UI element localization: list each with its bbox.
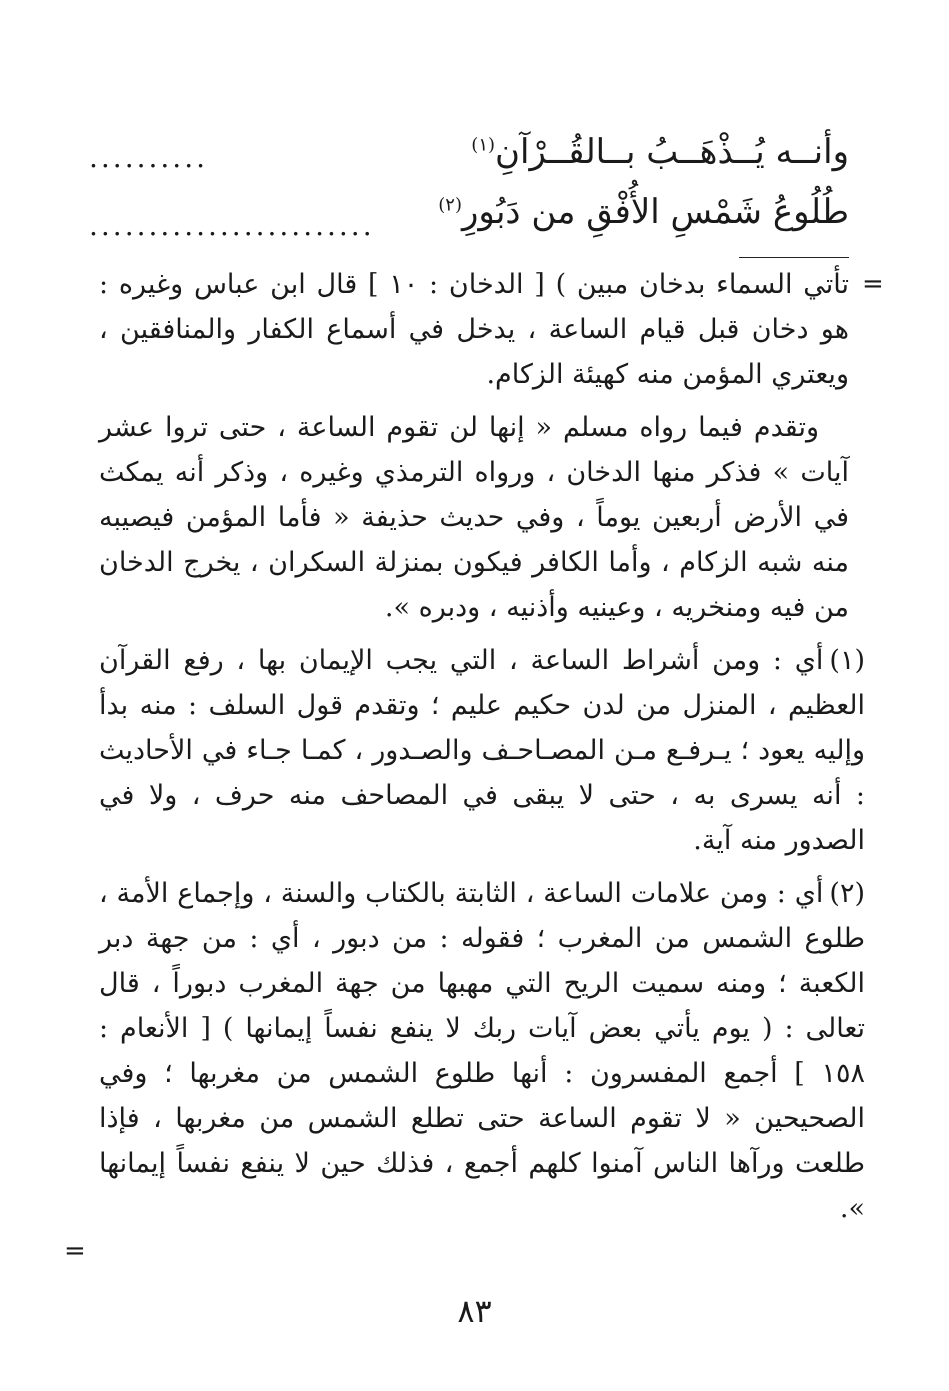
footnote-ref-2: (٢) xyxy=(438,194,462,216)
footnote-continued-paragraph: وتقدم فيما رواه مسلم « إنها لن تقوم الساعة ، حتى تروا عشر آيات » فذكر منها الدخان ، ورواه الترمذي وغيره ، وذكر أنه يمكث في الأرض أربعين يوماً ، وفي حديث حذيفة « فأما المؤمن فيصيبه منه شبه الزكام ، وأما الكافر فيكون بمنزلة السكران ، يخرج الدخان من فيه ومنخريه ، وعينيه وأذنيه ، ودبره ». xyxy=(99,412,849,623)
footnote-ref-1: (١) xyxy=(471,134,496,156)
footnote-continued: تأتي السماء بدخان مبين ) [ الدخان : ١٠ ] قال ابن عباس وغيره : هو دخان قبل قيام الساعة ، يدخل في أسماع الكفار والمنافقين ، ويعتري المؤمن منه كهيئة الزكام. xyxy=(99,269,849,390)
poem-verse-1 xyxy=(89,122,849,182)
verse-1-hemistich: وأنــه يُــذْهَــبُ بــالقُــرْآنِ$^{(١)}$ xyxy=(471,132,849,172)
poem-verse-2 xyxy=(89,182,849,242)
verse-1-dotted-leader: .......... xyxy=(89,141,209,174)
footnote-1 xyxy=(99,638,865,863)
page-number: ٨٣ xyxy=(457,1292,492,1330)
footnote-1-number: (١) xyxy=(829,645,865,676)
continuation-mark-bottom: = xyxy=(64,1236,86,1266)
verse-2-hemistich: طُلُوعُ شَمْسِ الأُفْقِ من دَبُورِ$^{(٢)}$ xyxy=(438,192,849,232)
continuation-mark-top: = xyxy=(862,269,884,299)
verse-2-dotted-leader: ........................ xyxy=(89,209,375,242)
footnote-separator xyxy=(739,257,849,258)
footnote-2 xyxy=(99,871,865,1231)
footnote-2-text: أي : ومن علامات الساعة ، الثابتة بالكتاب والسنة ، وإجماع الأمة ، طلوع الشمس من المغرب ؛ فقوله : من دبور ، أي : من جهة دبر الكعبة ؛ ومنه سميت الريح التي مهبها من جهة المغرب دبوراً ، قال تعالى : ( يوم يأتي بعض آيات ربك لا ينفع نفساً إيمانها ) [ الأنعام : ١٥٨ ] أجمع المفسرون : أنها طلوع الشمس من مغربها ؛ وفي الصحيحين « لا تقوم الساعة حتى تطلع الشمس من مغربها ، فإذا طلعت ورآها الناس آمنوا كلهم أجمع ، فذلك حين لا ينفع نفساً إيمانها ». xyxy=(99,878,865,1224)
footnote-2-number: (٢) xyxy=(829,878,865,909)
footnotes-block xyxy=(99,262,865,1239)
footnote-1-text: أي : ومن أشراط الساعة ، التي يجب الإيمان بها ، رفع القرآن العظيم ، المنزل من لدن حكيم عليم ؛ وتقدم قول السلف : منه بدأ وإليه يعود ؛ يـرفـع مـن المصـاحـف والصـدور ، كمـا جـاء في الأحاديث : أنه يسرى به ، حتى لا يبقى في المصاحف منه حرف ، ولا في الصدور منه آية. xyxy=(99,645,865,856)
